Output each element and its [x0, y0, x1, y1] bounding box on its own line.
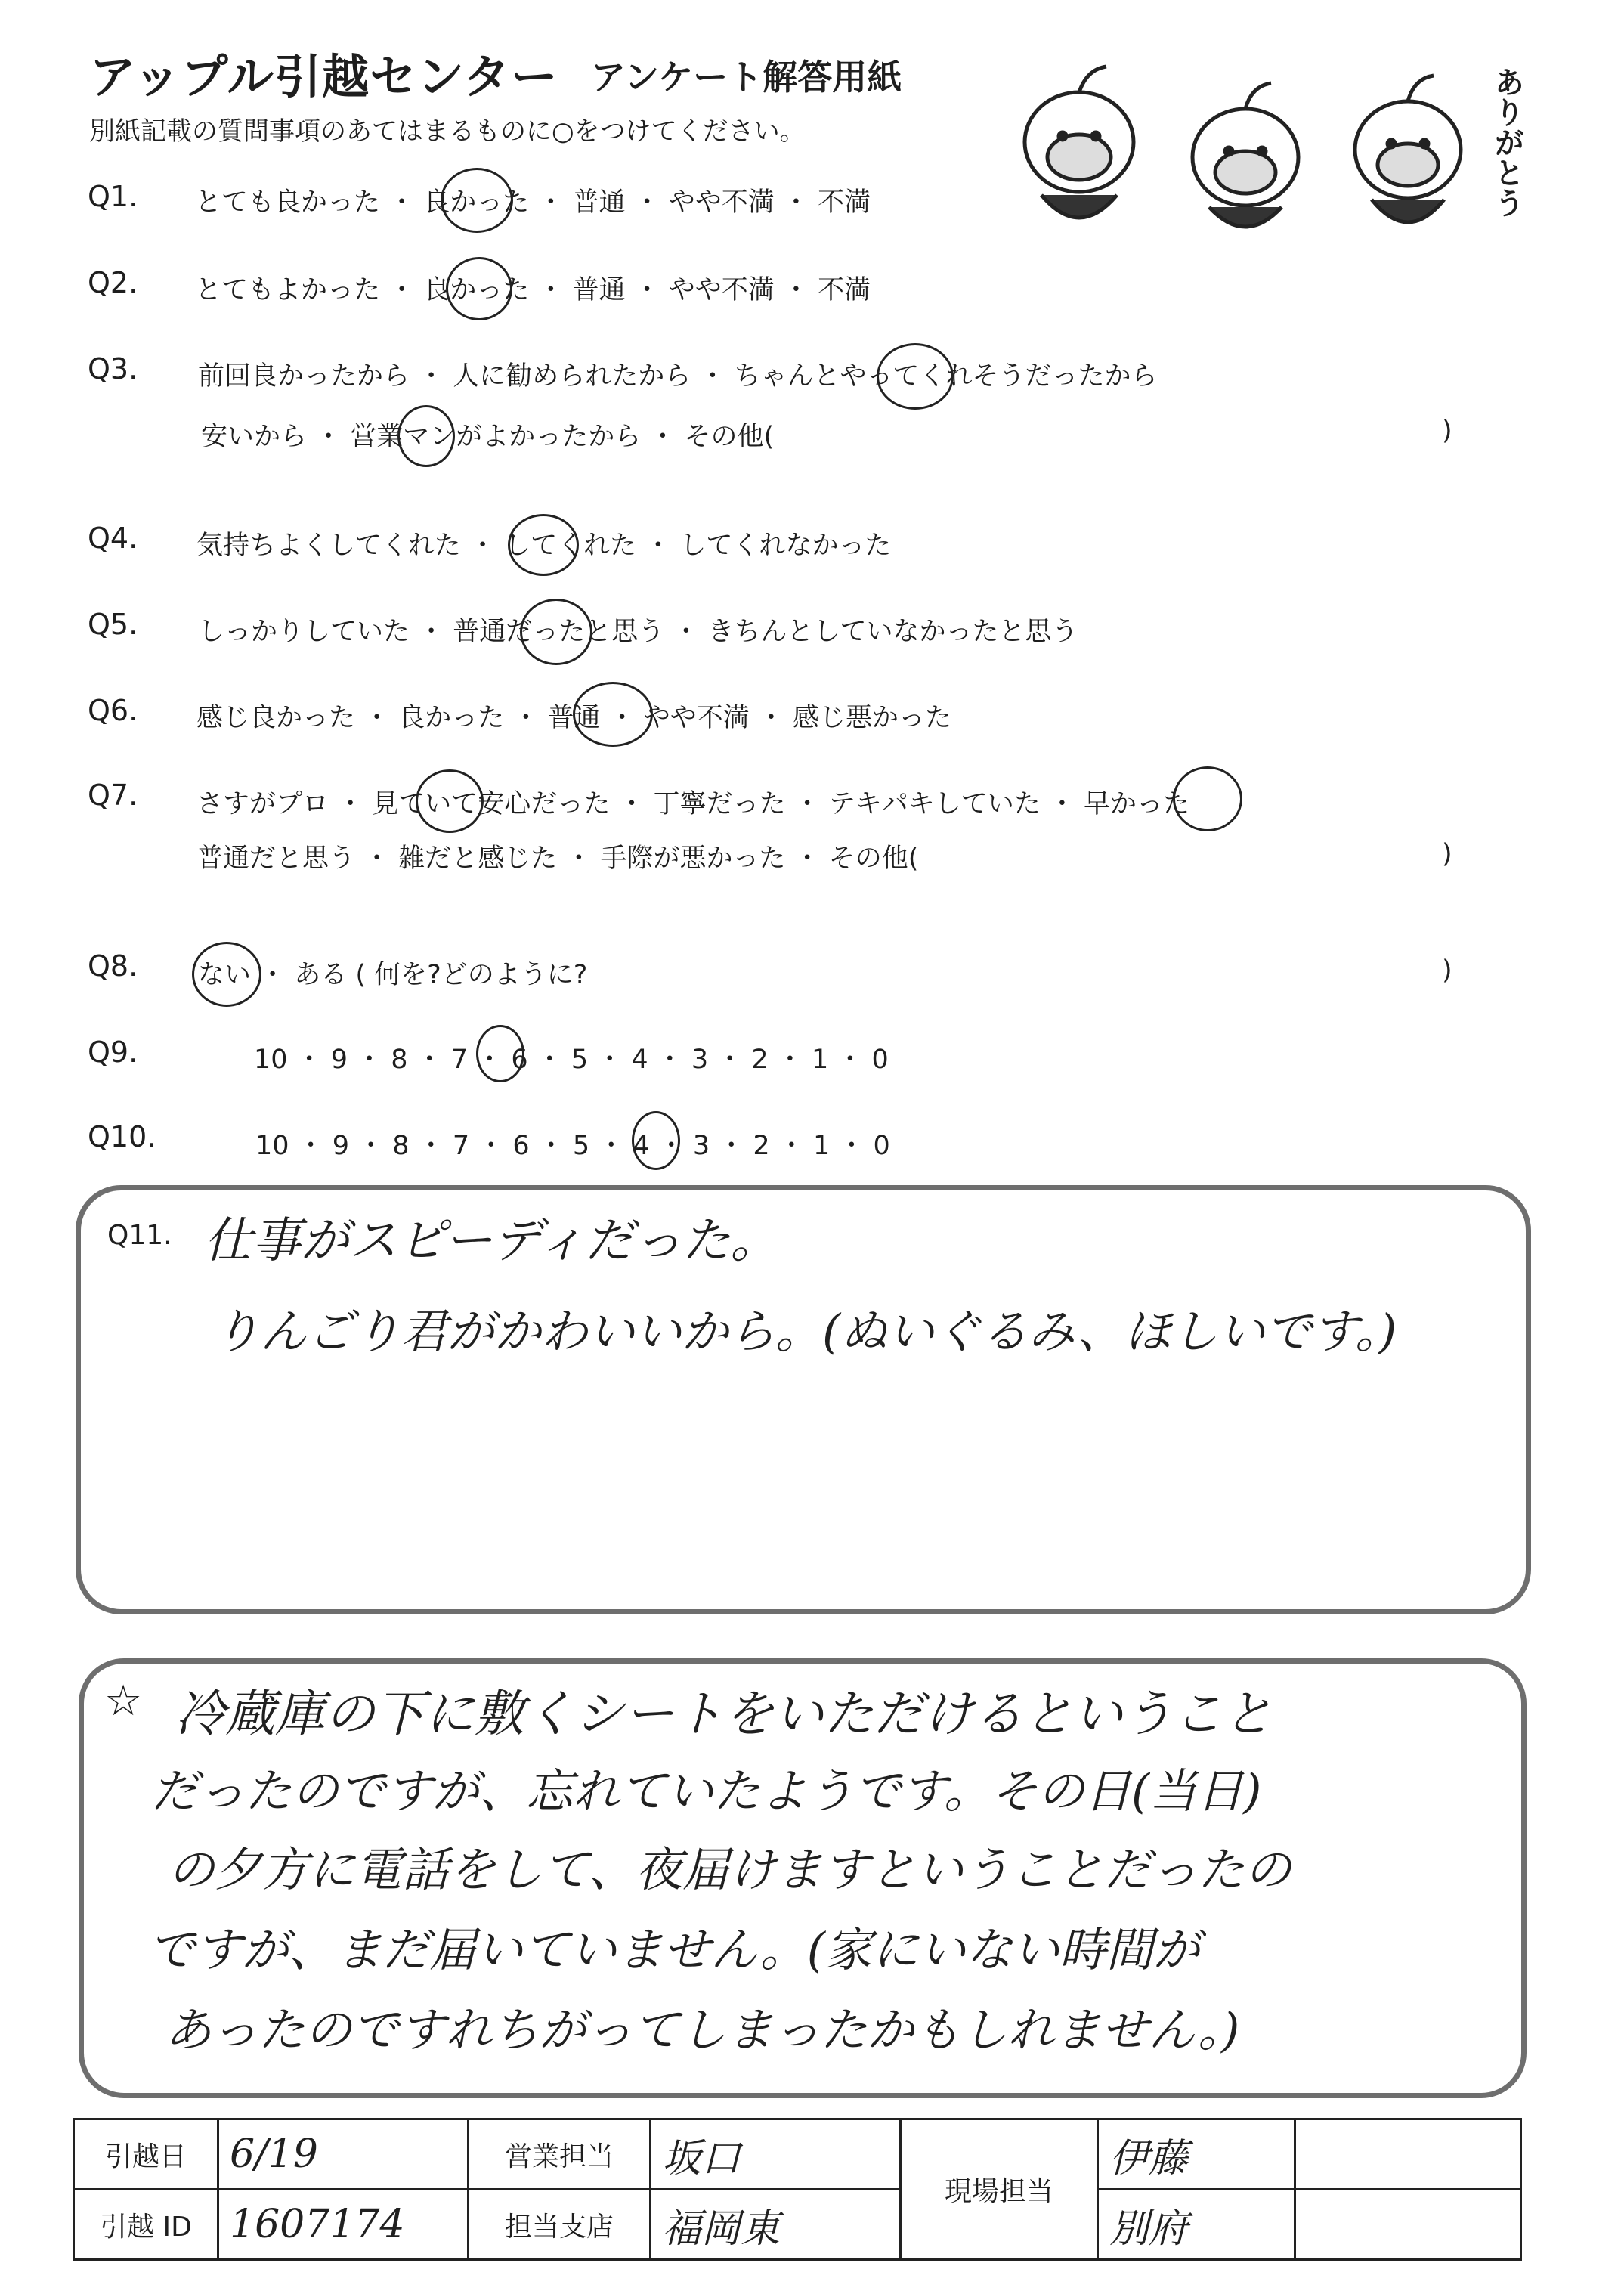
- q5-options: しっかりしていた ・ 普通だったと思う ・ きちんとしていなかったと思う: [198, 617, 1078, 647]
- q10-scale: 10 ・ 9 ・ 8 ・ 7 ・ 6 ・ 5 ・ 4 ・ 3 ・ 2 ・ 1 ・ 0: [255, 1131, 890, 1161]
- note-line1: 冷蔵庫の下に敷くシートをいただけるということ: [175, 1685, 1273, 1743]
- info-table: [73, 2118, 1522, 2261]
- mascot-caption: ありがとう: [1489, 67, 1524, 218]
- q7-options-line1: さすがプロ ・ 見ていて安心だった ・ 丁寧だった ・ テキパキしていた ・ 早かった: [196, 789, 1190, 819]
- apple-mascot-icon: [1025, 67, 1134, 218]
- q11-number: Q11.: [107, 1220, 172, 1251]
- q6-options: 感じ良かった ・ 良かった ・ 普通 ・ やや不満 ・ 感じ悪かった: [196, 703, 952, 733]
- site-rep-label: 現場担当: [901, 2119, 1098, 2260]
- q10-answer-circle: [632, 1111, 680, 1170]
- move-date-label: 引越日: [74, 2119, 218, 2190]
- q1-number: Q1.: [88, 180, 138, 213]
- info-empty-cell: [1295, 2119, 1521, 2190]
- q4-answer-circle: [508, 514, 579, 576]
- star-icon: ☆: [104, 1676, 143, 1726]
- q11-answer-line1: 仕事がスピーディだった。: [204, 1213, 779, 1269]
- brand-title: アップル引越センター: [89, 49, 558, 104]
- q2-answer-circle: [446, 257, 512, 320]
- q2-options: とてもよかった ・ 良かった ・ 普通 ・ やや不満 ・ 不満: [195, 275, 871, 305]
- note-line2: だったのですが、忘れていたようです。その日(当日): [151, 1763, 1262, 1819]
- q10-number: Q10.: [88, 1120, 156, 1153]
- q8-answer-circle: [192, 942, 261, 1007]
- q6-answer-circle: [573, 682, 653, 747]
- q3-options-line2: 安いから ・ 営業マンがよかったから ・ その他(: [201, 422, 775, 452]
- move-date-value: 6/19: [218, 2119, 469, 2190]
- branch-value: 福岡東: [651, 2190, 901, 2260]
- q9-scale: 10 ・ 9 ・ 8 ・ 7 ・ 6 ・ 5 ・ 4 ・ 3 ・ 2 ・ 1 ・ 0: [254, 1045, 889, 1075]
- instruction-text: 別紙記載の質問事項のあてはまるものに○をつけてください。: [89, 116, 806, 147]
- q7-options-line2: 普通だと思う ・ 雑だと感じた ・ 手際が悪かった ・ その他(: [196, 844, 919, 874]
- info-empty-cell: [1295, 2190, 1521, 2260]
- q2-number: Q2.: [88, 266, 138, 299]
- q11-answer-line2: りんごり君がかわいいから。(ぬいぐるみ、ほしいです。): [213, 1304, 1397, 1359]
- q8-options: ない ・ ある ( 何を?どのように?: [198, 960, 588, 990]
- q3-close-paren: ): [1442, 416, 1452, 446]
- sales-rep-label: 営業担当: [469, 2119, 651, 2190]
- q7-answer-circle-2: [1173, 766, 1242, 831]
- q3-answer-circle-2: [397, 405, 455, 467]
- q3-options-line1: 前回良かったから ・ 人に勧められたから ・ ちゃんとやってくれそうだったから: [198, 361, 1158, 392]
- sales-rep-value: 坂口: [651, 2119, 901, 2190]
- q9-number: Q9.: [88, 1036, 138, 1069]
- note-line3: の夕方に電話をして、夜届けますということだったの: [168, 1842, 1291, 1897]
- q3-answer-circle-1: [877, 343, 954, 410]
- q5-number: Q5.: [88, 608, 138, 641]
- q4-options: 気持ちよくしてくれた ・ してくれた ・ してくれなかった: [196, 531, 892, 561]
- q7-answer-circle-1: [416, 769, 484, 833]
- site-rep-value-1: 伊藤: [1098, 2119, 1295, 2190]
- branch-label: 担当支店: [469, 2190, 651, 2260]
- q7-number: Q7.: [88, 779, 138, 812]
- move-id-label: 引越 ID: [74, 2190, 218, 2260]
- mascot-illustration: [996, 51, 1540, 255]
- q5-answer-circle: [520, 599, 592, 665]
- note-line4: ですが、まだ届いていません。(家にいない時間が: [148, 1922, 1200, 1977]
- form-subtitle: アンケート解答用紙: [591, 57, 902, 98]
- q1-answer-circle: [441, 168, 513, 233]
- apple-mascot-icon: [1192, 83, 1298, 227]
- note-line5: あったのですれちがってしまったかもしれません。): [165, 2002, 1240, 2057]
- q8-close-paren: ): [1442, 955, 1452, 986]
- q9-answer-circle: [476, 1025, 524, 1082]
- apple-mascot-icon: [1355, 76, 1461, 222]
- q4-number: Q4.: [88, 522, 138, 555]
- q8-number: Q8.: [88, 949, 138, 983]
- q1-options: とても良かった ・ 良かった ・ 普通 ・ やや不満 ・ 不満: [195, 187, 871, 218]
- q3-number: Q3.: [88, 352, 138, 385]
- move-id-value: 1607174: [218, 2190, 469, 2260]
- q6-number: Q6.: [88, 694, 138, 727]
- q7-close-paren: ): [1442, 839, 1452, 869]
- site-rep-value-2: 別府: [1098, 2190, 1295, 2260]
